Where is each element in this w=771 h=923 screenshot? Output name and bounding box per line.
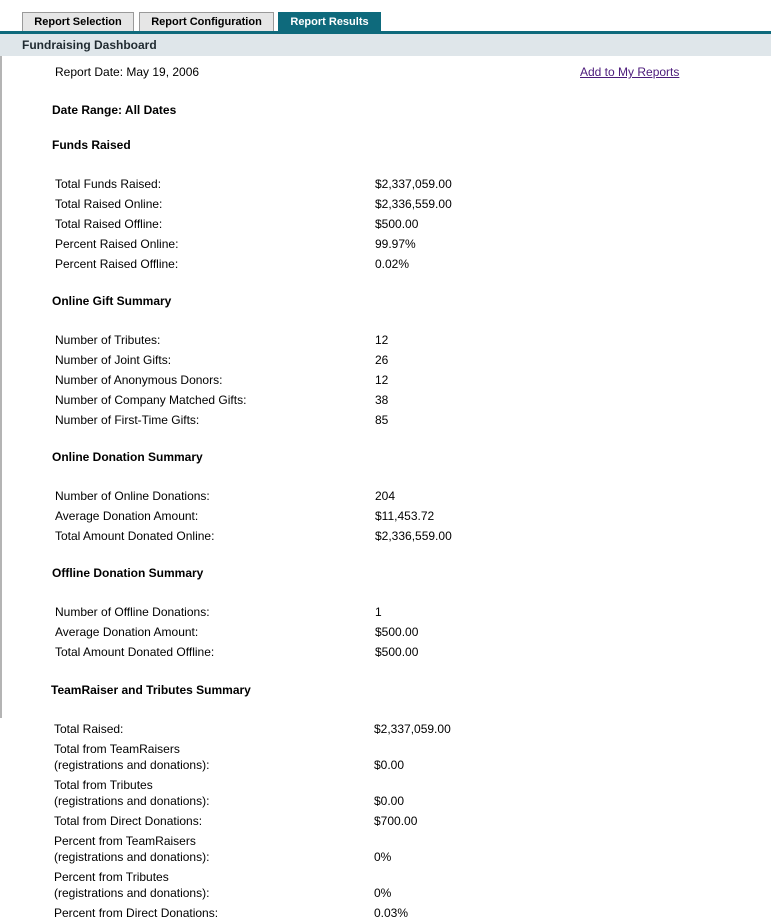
row-label-line2: (registrations and donations): bbox=[54, 794, 210, 808]
row-label: Total Raised Online: bbox=[55, 197, 163, 211]
row-label bbox=[54, 833, 209, 865]
row-value: 99.97% bbox=[375, 237, 416, 251]
section-title-online-donation: Online Donation Summary bbox=[52, 450, 203, 464]
teamraiser-row bbox=[54, 777, 554, 813]
row-value: $500.00 bbox=[375, 217, 419, 231]
row-value: 0% bbox=[374, 886, 392, 900]
row-label: Percent from Direct Donations: bbox=[54, 906, 219, 920]
row-label: Number of Anonymous Donors: bbox=[55, 373, 223, 387]
online-donation-row bbox=[55, 508, 555, 528]
row-value: 0% bbox=[374, 850, 392, 864]
offline-donation-row bbox=[55, 604, 555, 624]
report-tabs bbox=[0, 0, 771, 31]
row-label: Number of First-Time Gifts: bbox=[55, 413, 200, 427]
row-value: $2,336,559.00 bbox=[375, 529, 452, 543]
gift-row bbox=[55, 372, 555, 392]
row-label: Total Amount Donated Offline: bbox=[55, 645, 215, 659]
gift-row bbox=[55, 412, 555, 432]
row-value: $2,337,059.00 bbox=[374, 722, 451, 736]
online-donation-row bbox=[55, 488, 555, 508]
row-value: $11,453.72 bbox=[375, 509, 435, 523]
row-label: Average Donation Amount: bbox=[55, 625, 199, 639]
row-label: Average Donation Amount: bbox=[55, 509, 199, 523]
tab-report-results[interactable]: Report Results bbox=[278, 12, 381, 31]
row-value: $2,336,559.00 bbox=[375, 197, 452, 211]
row-value: $500.00 bbox=[375, 645, 419, 659]
funds-row bbox=[55, 236, 555, 256]
row-label: Number of Joint Gifts: bbox=[55, 353, 172, 367]
row-value: 38 bbox=[375, 393, 389, 407]
add-to-my-reports-link[interactable]: Add to My Reports bbox=[580, 65, 680, 79]
funds-row bbox=[55, 216, 555, 236]
date-range: Date Range: All Dates bbox=[52, 103, 177, 117]
online-donation-row bbox=[55, 528, 555, 548]
funds-row bbox=[55, 256, 555, 276]
row-label-line1: Total from Tributes bbox=[54, 778, 153, 792]
row-label bbox=[54, 741, 209, 773]
tab-report-selection[interactable]: Report Selection bbox=[22, 12, 134, 31]
row-value: 12 bbox=[375, 333, 389, 347]
page-title: Fundraising Dashboard bbox=[0, 34, 771, 56]
row-label-line1: Total from TeamRaisers bbox=[54, 742, 180, 756]
teamraiser-row bbox=[54, 833, 554, 869]
gift-row bbox=[55, 392, 555, 412]
tab-report-configuration[interactable]: Report Configuration bbox=[139, 12, 274, 31]
row-label: Number of Online Donations: bbox=[55, 489, 210, 503]
row-value: 0.03% bbox=[374, 906, 409, 920]
row-value: 12 bbox=[375, 373, 389, 387]
row-label: Total Funds Raised: bbox=[55, 177, 162, 191]
gift-row bbox=[55, 352, 555, 372]
section-title-offline-donation: Offline Donation Summary bbox=[52, 566, 204, 580]
row-value: 1 bbox=[375, 605, 382, 619]
section-title-funds-raised: Funds Raised bbox=[52, 138, 131, 152]
row-label: Total from Direct Donations: bbox=[54, 814, 203, 828]
row-label: Total Amount Donated Online: bbox=[55, 529, 215, 543]
row-value: $500.00 bbox=[375, 625, 419, 639]
gift-row bbox=[55, 332, 555, 352]
teamraiser-row bbox=[54, 869, 554, 905]
row-value: 0.02% bbox=[375, 257, 410, 271]
row-label: Number of Company Matched Gifts: bbox=[55, 393, 247, 407]
row-label: Total Raised Offline: bbox=[55, 217, 163, 231]
row-label: Percent Raised Online: bbox=[55, 237, 179, 251]
row-value: $2,337,059.00 bbox=[375, 177, 452, 191]
row-value: $0.00 bbox=[374, 758, 405, 772]
row-label bbox=[54, 869, 209, 901]
row-value: 85 bbox=[375, 413, 389, 427]
row-value: 204 bbox=[375, 489, 396, 503]
row-value: $0.00 bbox=[374, 794, 405, 808]
row-label: Percent Raised Offline: bbox=[55, 257, 179, 271]
offline-donation-row bbox=[55, 644, 555, 664]
row-label-line2: (registrations and donations): bbox=[54, 850, 210, 864]
report-date: Report Date: May 19, 2006 bbox=[55, 65, 200, 79]
row-label: Total Raised: bbox=[54, 722, 124, 736]
row-label-line2: (registrations and donations): bbox=[54, 758, 210, 772]
row-label bbox=[54, 777, 209, 809]
funds-row bbox=[55, 176, 555, 196]
teamraiser-row bbox=[54, 721, 554, 741]
row-label: Number of Offline Donations: bbox=[55, 605, 210, 619]
content-left-border bbox=[0, 56, 2, 718]
row-value: $700.00 bbox=[374, 814, 418, 828]
row-value: 26 bbox=[375, 353, 389, 367]
teamraiser-row bbox=[54, 905, 554, 923]
offline-donation-row bbox=[55, 624, 555, 644]
row-label-line1: Percent from TeamRaisers bbox=[54, 834, 196, 848]
section-title-teamraiser: TeamRaiser and Tributes Summary bbox=[51, 683, 251, 697]
section-title-online-gift: Online Gift Summary bbox=[52, 294, 172, 308]
row-label: Number of Tributes: bbox=[55, 333, 161, 347]
teamraiser-row bbox=[54, 813, 554, 833]
row-label-line2: (registrations and donations): bbox=[54, 886, 210, 900]
teamraiser-row bbox=[54, 741, 554, 777]
row-label-line1: Percent from Tributes bbox=[54, 870, 169, 884]
funds-row bbox=[55, 196, 555, 216]
